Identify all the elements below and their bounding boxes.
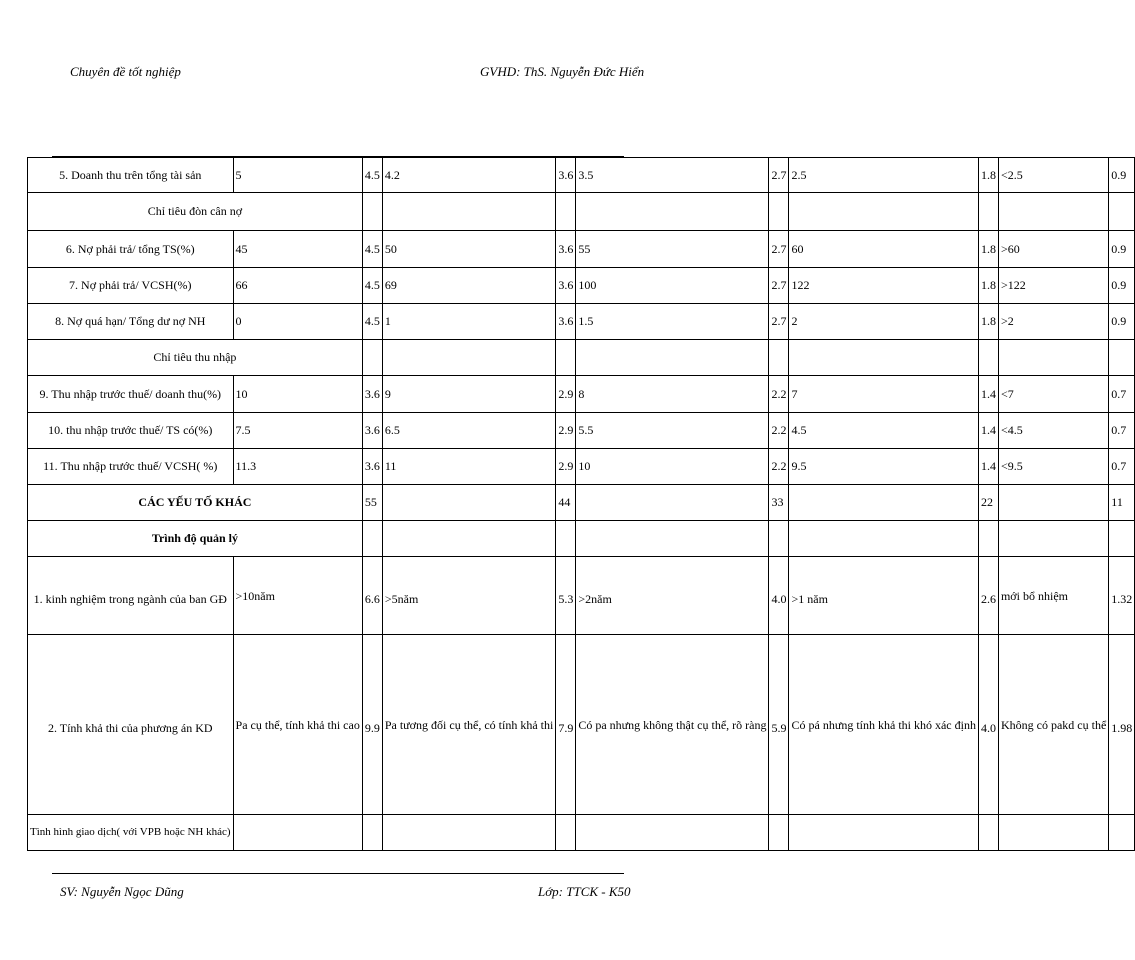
table-row: 6. Nợ phải trả/ tổng TS(%) 45 4.5 50 3.6 55 2.7 60 1.8 >60 0.9	[28, 231, 1135, 268]
header-right: GVHD: ThS. Nguyễn Đức Hiển	[480, 64, 645, 79]
footer-left: SV: Nguyễn Ngọc Dũng	[60, 884, 184, 899]
header-left: Chuyên đề tốt nghiệp	[70, 64, 181, 79]
table-row: 11. Thu nhập trước thuế/ VCSH( %) 11.3 3.6 11 2.9 10 2.2 9.5 1.4 <9.5 0.7	[28, 449, 1135, 485]
section-row: Chỉ tiêu đòn cân nợ	[28, 193, 1135, 231]
table-row: 8. Nợ quá hạn/ Tổng dư nợ NH 0 4.5 1 3.6 1.5 2.7 2 1.8 >2 0.9	[28, 304, 1135, 340]
scoring-table	[27, 157, 1135, 851]
footer-right: Lớp: TTCK - K50	[538, 884, 631, 899]
table-row: Tình hình giao dịch( với VPB hoặc NH khác)	[28, 815, 1135, 851]
table-row: 10. thu nhập trước thuế/ TS có(%) 7.5 3.6 6.5 2.9 5.5 2.2 4.5 1.4 <4.5 0.7	[28, 413, 1135, 449]
table-row: 5. Doanh thu trên tổng tài sản 5 4.5 4.2 3.6 3.5 2.7 2.5 1.8 <2.5 0.9	[28, 158, 1135, 193]
table-row: 2. Tính khả thi của phương án KD Pa cụ thể, tính khả thi cao 9.9 Pa tương đối cụ thể, có tính khả thi 7.9 Có pa nhưng không thật cụ thể, rõ ràng 5.9 Có pá nhưng tính khả thi khó xác định 4.0 Không có pakd cụ thể 1.98	[28, 635, 1135, 815]
section-row: Trình độ quản lý	[28, 521, 1135, 557]
other-factors-row: CÁC YẾU TỐ KHÁC 55 44 33 22 11	[28, 485, 1135, 521]
table-row: 1. kinh nghiệm trong ngành của ban GĐ >10năm 6.6 >5năm 5.3 >2năm 4.0 >1 năm 2.6 mới bổ nhiệm 1.32	[28, 557, 1135, 635]
section-row: Chỉ tiêu thu nhập	[28, 340, 1135, 376]
table-row: 7. Nợ phải trả/ VCSH(%) 66 4.5 69 3.6 100 2.7 122 1.8 >122 0.9	[28, 268, 1135, 304]
footer-rule	[52, 873, 624, 874]
table-row: 9. Thu nhập trước thuế/ doanh thu(%) 10 3.6 9 2.9 8 2.2 7 1.4 <7 0.7	[28, 376, 1135, 413]
